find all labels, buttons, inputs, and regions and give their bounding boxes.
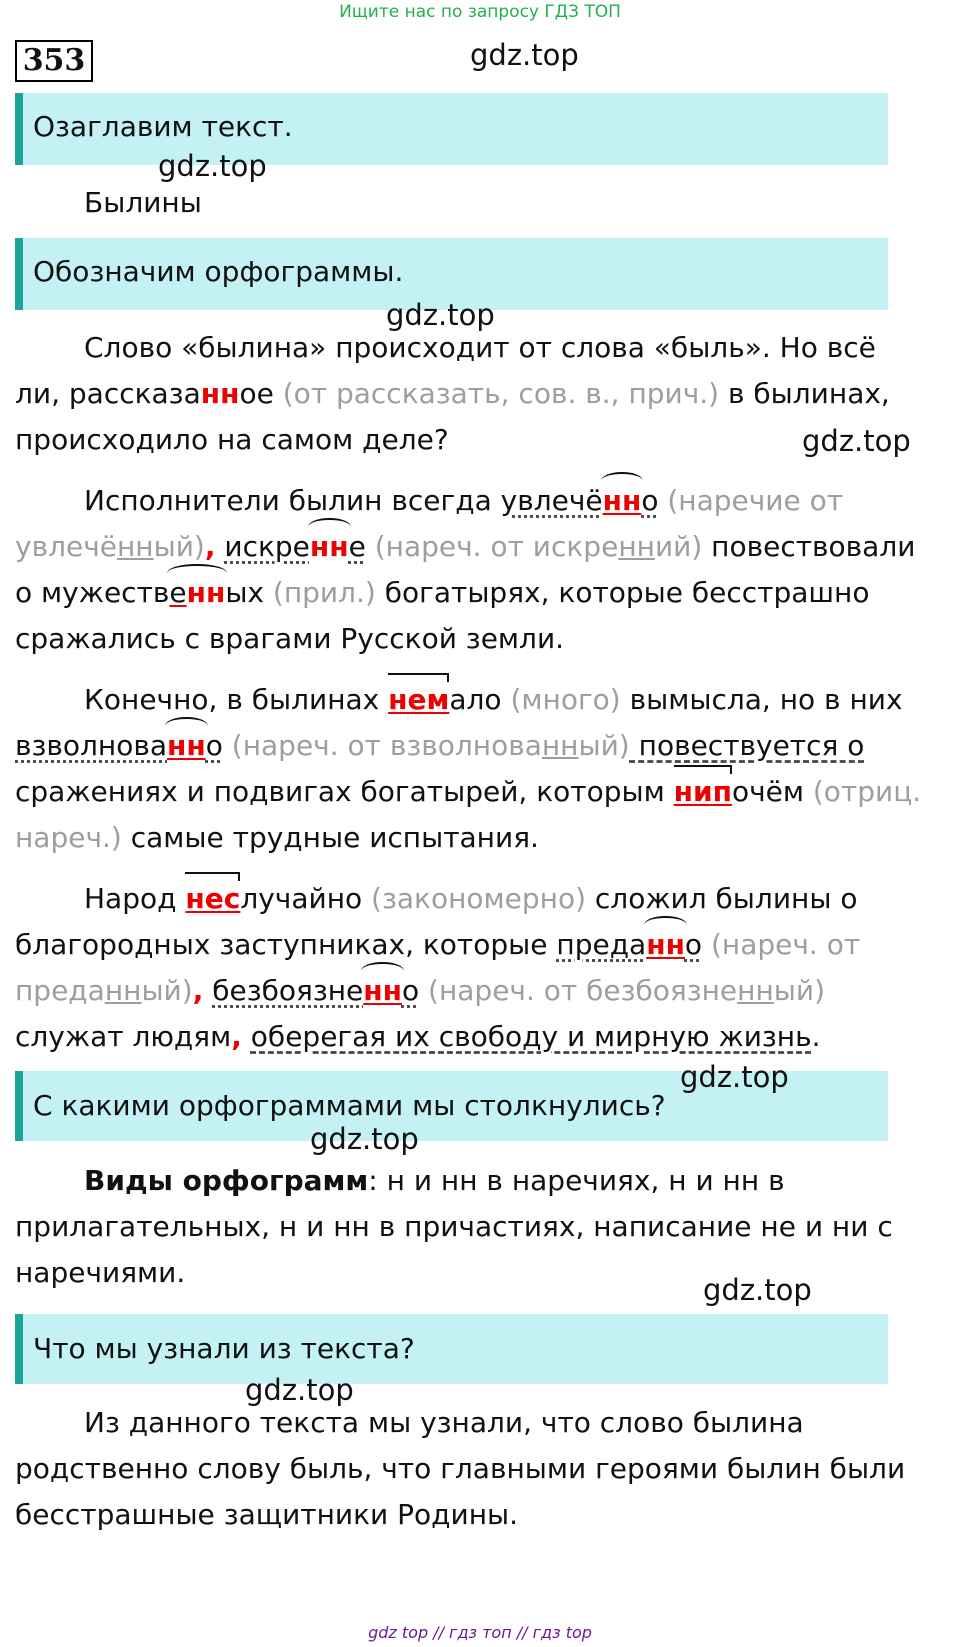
task-number: 353: [15, 40, 93, 82]
section-header-learned: [15, 1314, 888, 1384]
adverb-underlined: взволнованно: [15, 729, 223, 762]
watermark: gdz.top: [680, 1060, 789, 1094]
paragraph-line: ли, рассказанное (от рассказать, сов. в., прич.) в былинах,: [15, 377, 890, 410]
orthogram-highlight: нн: [200, 377, 240, 410]
grammar-note: (наречие от: [658, 484, 844, 517]
prefix-mark: нип: [674, 772, 732, 812]
suffix-mark: [603, 481, 642, 521]
suffix-mark: [646, 925, 685, 965]
suffix-mark: [310, 527, 349, 567]
comma-highlight: ,: [231, 1020, 242, 1053]
orthogram-highlight: нн: [167, 729, 206, 762]
adverb-underlined: увлечённо: [501, 484, 659, 517]
paragraph-line: Из данного текста мы узнали, что слово былина: [84, 1406, 804, 1439]
paragraph-line: Виды орфограмм: н и нн в наречиях, н и нн в: [84, 1164, 785, 1197]
comma-highlight: ,: [192, 974, 204, 1007]
grammar-note: (нареч. от взволнованный): [222, 729, 630, 762]
adverb-underlined: искренне: [224, 530, 365, 563]
paragraph-line: Конечно, в былинах немало (много) вымысла, но в них: [84, 680, 903, 720]
verb-underlined: повествуется о: [629, 729, 865, 762]
paragraph-line: нареч.) самые трудные испытания.: [15, 821, 539, 854]
section-header-text: Что мы узнали из текста?: [33, 1332, 415, 1365]
paragraph-line: сражались с врагами Русской земли.: [15, 622, 565, 655]
paragraph-line: [15, 726, 864, 766]
grammar-note: нареч.): [15, 821, 122, 854]
paragraph-line: благородных заступниках, которые преданно (нареч. от: [15, 925, 860, 965]
paragraph-line: сражениях и подвигах богатырей, которым нипочём (отриц.: [15, 772, 921, 812]
bottom-banner[interactable]: gdz top // гдз топ // гдз top: [368, 1623, 592, 1642]
paragraph-line: служат людям, оберегая их свободу и мирную жизнь.: [15, 1020, 821, 1053]
paragraph-line: Народ неслучайно (закономерно) сложил былины о: [84, 879, 857, 919]
orthogram-highlight: не: [185, 882, 224, 915]
suffix-mark: [363, 971, 402, 1011]
adverb-underlined: безбоязненно: [212, 974, 419, 1007]
section-header-title: [15, 93, 888, 165]
prefix-mark: нес: [185, 879, 240, 919]
top-banner[interactable]: Ищите нас по запросу ГДЗ ТОП: [339, 2, 621, 22]
paragraph-line: [15, 971, 825, 1011]
paragraph-line: происходило на самом деле?: [15, 423, 449, 456]
watermark: gdz.top: [245, 1373, 354, 1407]
grammar-note: (от рассказать, сов. в., прич.): [282, 377, 720, 410]
section-header-text: Обозначим орфограммы.: [33, 255, 404, 288]
watermark: gdz.top: [703, 1273, 812, 1307]
grammar-note: (отриц.: [803, 775, 922, 808]
paragraph-line: Исполнители былин всегда увлечённо (наречие от: [84, 481, 843, 521]
orthogram-highlight: нн: [186, 576, 226, 609]
types-label: Виды орфограмм: [84, 1164, 369, 1197]
paragraph-line: Слово «былина» происходит от слова «быль». Но всё: [84, 331, 876, 364]
orthogram-highlight: ни: [673, 775, 713, 808]
paragraph-line: о мужественных (прил.) богатырях, которые бесстрашно: [15, 573, 870, 613]
watermark: gdz.top: [310, 1122, 419, 1156]
grammar-note: (прил.): [264, 576, 376, 609]
answer-title: Былины: [84, 186, 202, 219]
watermark: gdz.top: [802, 424, 911, 458]
comma-highlight: ,: [204, 530, 216, 563]
grammar-note: (нареч. от: [702, 928, 861, 961]
watermark: gdz.top: [158, 149, 267, 183]
paragraph-line: родственно слову быль, что главными героями былин были: [15, 1452, 906, 1485]
paragraph-line: бесстрашные защитники Родины.: [15, 1498, 519, 1531]
orthogram-highlight: нн: [602, 484, 642, 517]
adverb-underlined: преданно: [556, 928, 702, 961]
grammar-note: (нареч. от безбоязненный): [419, 974, 826, 1007]
watermark: gdz.top: [470, 38, 579, 72]
section-header-text: С какими орфограммами мы столкнулись?: [33, 1089, 666, 1122]
participle-phrase-underlined: оберегая их свободу и мирную жизнь: [250, 1020, 812, 1053]
orthogram-highlight: нн: [646, 928, 685, 961]
orthogram-highlight: не: [388, 683, 427, 716]
paragraph-line: наречиями.: [15, 1256, 186, 1289]
grammar-note: преданный): [15, 974, 193, 1007]
orthogram-highlight: нн: [309, 530, 349, 563]
watermark: gdz.top: [386, 298, 495, 332]
grammar-note: (закономерно): [362, 882, 586, 915]
suffix-mark: енн: [169, 573, 225, 613]
grammar-note: (много): [501, 683, 621, 716]
paragraph-line: прилагательных, н и нн в причастиях, написание не и ни с: [15, 1210, 893, 1243]
grammar-note: увлечённый): [15, 530, 205, 563]
paragraph-line: увлечённый), искренне (нареч. от искренний) повествовали: [15, 527, 915, 567]
section-header-text: Озаглавим текст.: [33, 110, 293, 143]
grammar-note: (нареч. от искренний): [365, 530, 703, 563]
suffix-mark: [167, 726, 206, 766]
orthogram-highlight: нн: [363, 974, 402, 1007]
prefix-mark: нем: [388, 680, 449, 720]
